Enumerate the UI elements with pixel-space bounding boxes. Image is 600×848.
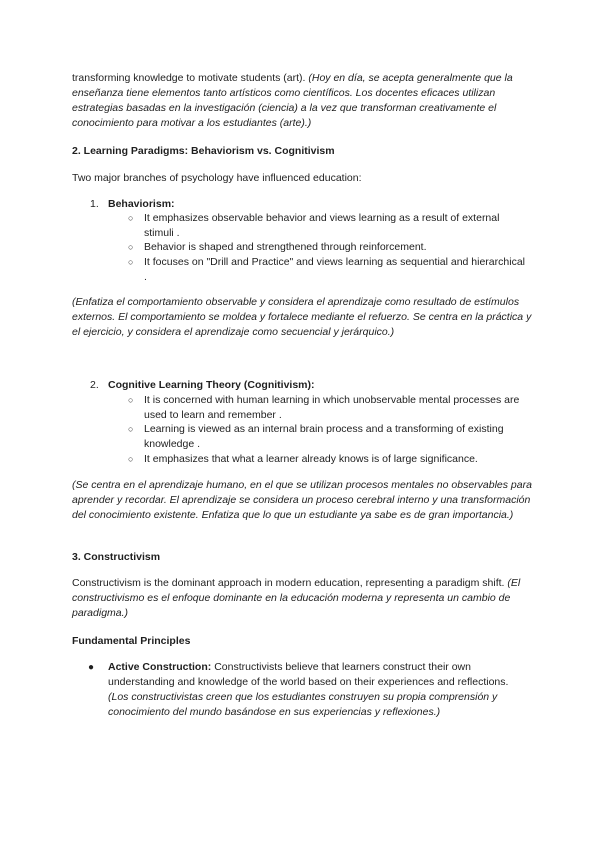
constructivism-spanish: (El constructivismo es el enfoque dominante en la educación moderna y representa un cambio de paradigma.)	[72, 577, 521, 619]
cognitivism-item	[90, 378, 315, 393]
cognitivism-number: 2.	[90, 379, 99, 391]
behaviorism-spanish-note: (Enfatiza el comportamiento observable y considera el aprendizaje como resultado de estímulos externos. El comportamiento se moldea y fortalece mediante el refuerzo. Se centra en la práctica y el ejercicio, y considera el aprendizaje como secuencial y jerárquico.)	[72, 296, 532, 338]
behaviorism-point-1: ○ It emphasizes observable behavior and views learning as a result of external stimuli .	[128, 212, 500, 239]
active-construction-english: Constructivists believe that learners construct their own understanding and knowledge of the world based on their experiences and reflections.	[108, 661, 509, 688]
constructivism-english: Constructivism is the dominant approach in modern education, representing a paradigm shift.	[72, 577, 505, 589]
cognitivism-point-1: ○ It is concerned with human learning in which unobservable mental processes are used to learn and remember .	[128, 394, 520, 421]
active-construction-title: Active Construction:	[108, 661, 212, 673]
cognitivism-point-3: ○ It emphasizes that what a learner already knows is of large significance.	[128, 453, 478, 465]
behaviorism-point-2: ○ Behavior is shaped and strengthened through reinforcement.	[128, 241, 427, 253]
constructivism-paragraph	[72, 576, 534, 621]
cognitivism-title: Cognitive Learning Theory (Cognitivism):	[108, 379, 315, 391]
intro-spanish: (Hoy en día, se acepta generalmente que la enseñanza tiene elementos tanto artísticos como científicos. Los docentes eficaces utilizan estrategias basadas en la investigación (ciencia) a la vez que transforman creativamente el conocimiento para motivar a los estudiantes (arte).)	[72, 72, 513, 129]
circle-marker: ○	[128, 213, 134, 223]
behaviorism-point-3: ○ It focuses on "Drill and Practice" and views learning as sequential and hierarchical .	[128, 256, 525, 283]
behaviorism-item	[90, 197, 175, 212]
intro-paragraph	[72, 71, 534, 131]
behaviorism-number: 1.	[90, 198, 99, 210]
circle-marker: ○	[128, 424, 134, 434]
active-construction-spanish: (Los constructivistas creen que los estudiantes construyen su propia comprensión y conocimiento del mundo basándose en sus experiencias y reflexiones.)	[108, 691, 498, 718]
intro-english: transforming knowledge to motivate students (art).	[72, 72, 306, 84]
circle-marker: ○	[128, 242, 134, 252]
circle-marker: ○	[128, 257, 134, 267]
circle-marker: ○	[128, 454, 134, 464]
section-2-lead: Two major branches of psychology have influenced education:	[72, 172, 362, 184]
section-2-heading: 2. Learning Paradigms: Behaviorism vs. Cognitivism	[72, 145, 335, 157]
behaviorism-title: Behaviorism:	[108, 198, 175, 210]
cognitivism-point-2: ○ Learning is viewed as an internal brain process and a transforming of existing knowledge .	[128, 423, 504, 450]
circle-marker: ○	[128, 395, 134, 405]
cognitivism-spanish-note: (Se centra en el aprendizaje humano, en el que se utilizan procesos mentales no observables para aprender y recordar. El aprendizaje se considera un proceso cerebral interno y una transformación del conocimiento existente. Enfatiza que lo que un estudiante ya sabe es de gran importancia.)	[72, 479, 532, 521]
bullet-marker: ●	[88, 662, 95, 673]
active-construction-item	[108, 660, 528, 720]
principles-heading: Fundamental Principles	[72, 635, 191, 647]
section-3-heading: 3. Constructivism	[72, 551, 161, 563]
